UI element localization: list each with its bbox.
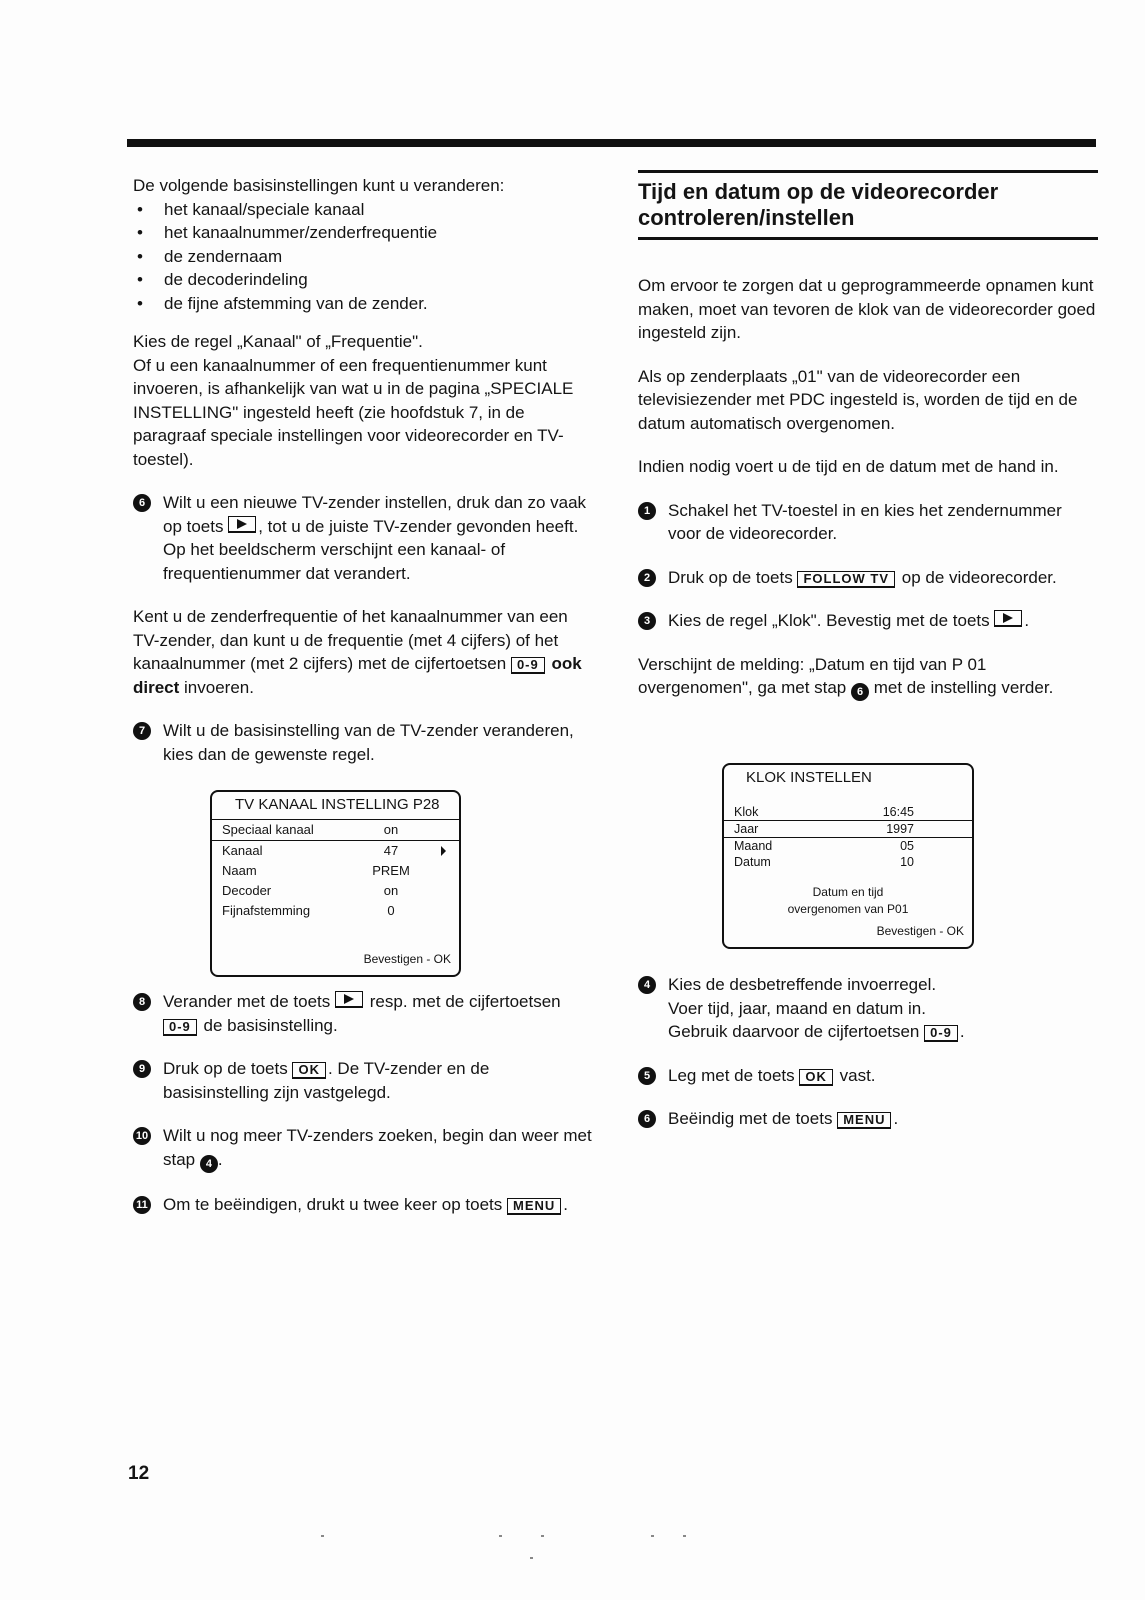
row-value: PREM: [372, 863, 410, 878]
ok-key: OK: [799, 1069, 833, 1086]
screen-note: [724, 884, 972, 918]
list-item: • de decoderindeling: [133, 268, 593, 292]
row-value: 0: [387, 903, 395, 918]
screen-row: [212, 881, 459, 901]
screen-row: [724, 838, 972, 854]
list-item: • de zendernaam: [133, 245, 593, 269]
row-label: Jaar: [734, 822, 759, 836]
paragraph: Om ervoor te zorgen dat u geprogrammeerde opnamen kunt maken, moet van tevoren de klok van de videorecorder goed ingesteld zijn.: [638, 276, 1096, 342]
row-label: Speciaal kanaal: [222, 822, 314, 837]
heading-rule: [638, 170, 1098, 173]
step-number: 8: [133, 993, 151, 1011]
screen-title: KLOK INSTELLEN: [746, 769, 872, 786]
step-4: [638, 973, 1098, 1044]
step-number: 1: [638, 502, 656, 520]
paragraph-text: invoeren.: [184, 677, 254, 697]
screen-row: [212, 820, 459, 840]
step-number: 6: [638, 1110, 656, 1128]
step-text: Wilt u nog meer TV-zenders zoeken, begin dan weer met stap: [163, 1126, 592, 1169]
step-text: Kies de regel „Klok". Bevestig met de toets: [668, 611, 990, 630]
step-text: Wilt u de basisinstelling van de TV-zender veranderen, kies dan de gewenste regel.: [163, 721, 574, 764]
left-column: [133, 174, 593, 766]
list-item: • de fijne afstemming van de zender.: [133, 292, 593, 316]
row-label: Naam: [222, 863, 257, 878]
digit-key: 0-9: [163, 1019, 197, 1036]
screen-footer: Bevestigen - OK: [363, 952, 451, 966]
step-6-end: [638, 1107, 1098, 1131]
screen-row-selected: [724, 821, 972, 837]
step-text: . De TV-zender en de basisinstelling zijn vastgelegd.: [163, 1059, 490, 1102]
note-line: overgenomen van P01: [787, 902, 909, 916]
row-label: Maand: [734, 839, 773, 853]
screen-row: [724, 854, 972, 870]
section-heading: Tijd en datum op de videorecorder controleren/instellen: [638, 179, 999, 230]
row-label: Fijnafstemming: [222, 903, 311, 918]
step-text: Druk op de toets: [163, 1059, 288, 1078]
step-number: 3: [638, 612, 656, 630]
row-value: 47: [383, 843, 399, 858]
menu-key: MENU: [837, 1112, 891, 1129]
row-label: Decoder: [222, 883, 272, 898]
ok-key: OK: [292, 1062, 326, 1079]
step-text: .: [959, 1022, 965, 1041]
intro-text: De volgende basisinstellingen kunt u veranderen:: [133, 176, 505, 195]
step-3: [638, 609, 1098, 633]
step-number: 4: [638, 976, 656, 994]
row-label: Datum: [734, 855, 771, 869]
step-number: 5: [638, 1067, 656, 1085]
step-number: 6: [133, 494, 151, 512]
settings-list: [133, 198, 593, 316]
step-number: 7: [133, 722, 151, 740]
screen-row-selected: [212, 841, 459, 861]
step-text-line: [668, 1020, 1098, 1044]
step-text: , tot u de juiste TV-zender gevonden heeft. Op het beeldscherm verschijnt een kanaal- of frequentienummer dat verandert.: [163, 516, 579, 583]
step-5: [638, 1064, 1098, 1088]
paragraph-text: met de instelling verder.: [873, 678, 1054, 697]
choose-line: Kies de regel „Kanaal" of „Frequentie".: [133, 332, 423, 351]
step-text: de basisinstelling.: [203, 1015, 338, 1035]
list-item: • het kanaal/speciale kanaal: [133, 198, 593, 222]
step-1: [638, 499, 1098, 546]
play-key-icon: [994, 610, 1022, 627]
left-column-lower: [133, 990, 593, 1216]
list-item: • het kanaalnummer/zenderfrequentie: [133, 221, 593, 245]
emphasis: ook direct: [133, 654, 582, 697]
paragraph-text: Verschijnt de melding: „Datum en tijd van P 01 overgenomen", ga met stap: [638, 654, 987, 697]
step-text: Leg met de toets: [668, 1065, 795, 1085]
step-text: Gebruik daarvoor de cijfertoetsen: [668, 1022, 920, 1041]
row-value: 16:45: [882, 805, 914, 819]
step-reference: 6: [851, 683, 869, 701]
step-text: Wilt u een nieuwe TV-zender instellen, druk dan zo vaak op toets: [163, 493, 587, 536]
step-reference: 4: [200, 1155, 218, 1173]
step-text: Kies de desbetreffende invoerregel.: [668, 975, 937, 994]
clock-settings-screen: [722, 763, 974, 949]
step-text: Verander met de toets: [163, 992, 331, 1011]
step-text: .: [563, 1194, 569, 1214]
screen-row: [724, 804, 972, 820]
step-text: .: [1024, 611, 1030, 630]
menu-key: MENU: [507, 1198, 561, 1215]
step-8: [133, 990, 593, 1037]
top-rule: [127, 139, 1096, 147]
step-text: Druk op de toets: [668, 567, 793, 587]
paragraph: Als op zenderplaats „01" van de videorecorder een televisiezender met PDC ingesteld is, worden de tijd en de datum automatisch overgenomen.: [638, 366, 1078, 433]
page-number: 12: [128, 1463, 150, 1484]
step-2: [638, 566, 1098, 590]
step-9: [133, 1057, 593, 1104]
heading-rule: [638, 237, 1098, 240]
message-paragraph: [638, 653, 1098, 702]
row-value: 05: [900, 839, 914, 853]
row-label: Klok: [734, 805, 759, 819]
step-number: 9: [133, 1060, 151, 1078]
row-value: on: [383, 883, 399, 898]
step-text: Beëindig met de toets: [668, 1109, 833, 1128]
step-6: [133, 491, 593, 585]
step-7: [133, 719, 593, 766]
step-number: 2: [638, 569, 656, 587]
row-value: 10: [900, 855, 914, 869]
play-key-icon: [335, 991, 363, 1008]
row-value: 1997: [886, 822, 914, 836]
play-key-icon: [228, 516, 256, 533]
row-label: Kanaal: [222, 843, 263, 858]
screen-row: [212, 901, 459, 921]
step-number: 10: [133, 1127, 151, 1145]
direct-input-paragraph: [133, 605, 593, 699]
screen-title: TV KANAAL INSTELLING P28: [235, 796, 440, 813]
digit-key: 0-9: [924, 1025, 958, 1042]
step-text: .: [893, 1109, 899, 1128]
digit-key: 0-9: [511, 657, 545, 674]
paragraph-text: Kent u de zenderfrequentie of het kanaalnummer van een TV-zender, dan kunt u de frequentie (met 4 cijfers) of het kanaalnummer (met 2 cijfers) met de cijfertoetsen: [133, 607, 568, 673]
step-text: vast.: [839, 1065, 876, 1085]
arrow-right-icon: [441, 846, 446, 856]
step-number: 11: [133, 1196, 151, 1214]
choose-paragraph: Of u een kanaalnummer of een frequentienummer kunt invoeren, is afhankelijk van wat u in de pagina „SPECIALE INSTELLING" ingesteld heeft (zie hoofdstuk 7, in de paragraaf speciale instellingen voor videorecorder en TV-toestel).: [133, 355, 574, 469]
step-text: Om te beëindigen, drukt u twee keer op toets: [163, 1194, 503, 1214]
paragraph: Indien nodig voert u de tijd en de datum met de hand in.: [638, 457, 1059, 476]
tv-channel-settings-screen: [210, 790, 461, 977]
step-11: [133, 1193, 593, 1217]
step-text: Voer tijd, jaar, maand en datum in.: [668, 998, 926, 1018]
step-text: Schakel het TV-toestel in en kies het zendernummer voor de videorecorder.: [668, 500, 1062, 543]
follow-tv-key: FOLLOW TV: [797, 571, 895, 588]
screen-footer: Bevestigen - OK: [876, 924, 964, 938]
step-text: resp. met de cijfertoetsen: [369, 992, 561, 1011]
step-text: .: [217, 1149, 223, 1169]
note-line: Datum en tijd: [812, 885, 884, 899]
row-value: on: [383, 822, 399, 837]
step-text: op de videorecorder.: [901, 567, 1057, 587]
step-10: [133, 1124, 593, 1173]
screen-row: [212, 861, 459, 881]
right-column: [638, 170, 1098, 701]
right-column-lower: [638, 973, 1098, 1131]
